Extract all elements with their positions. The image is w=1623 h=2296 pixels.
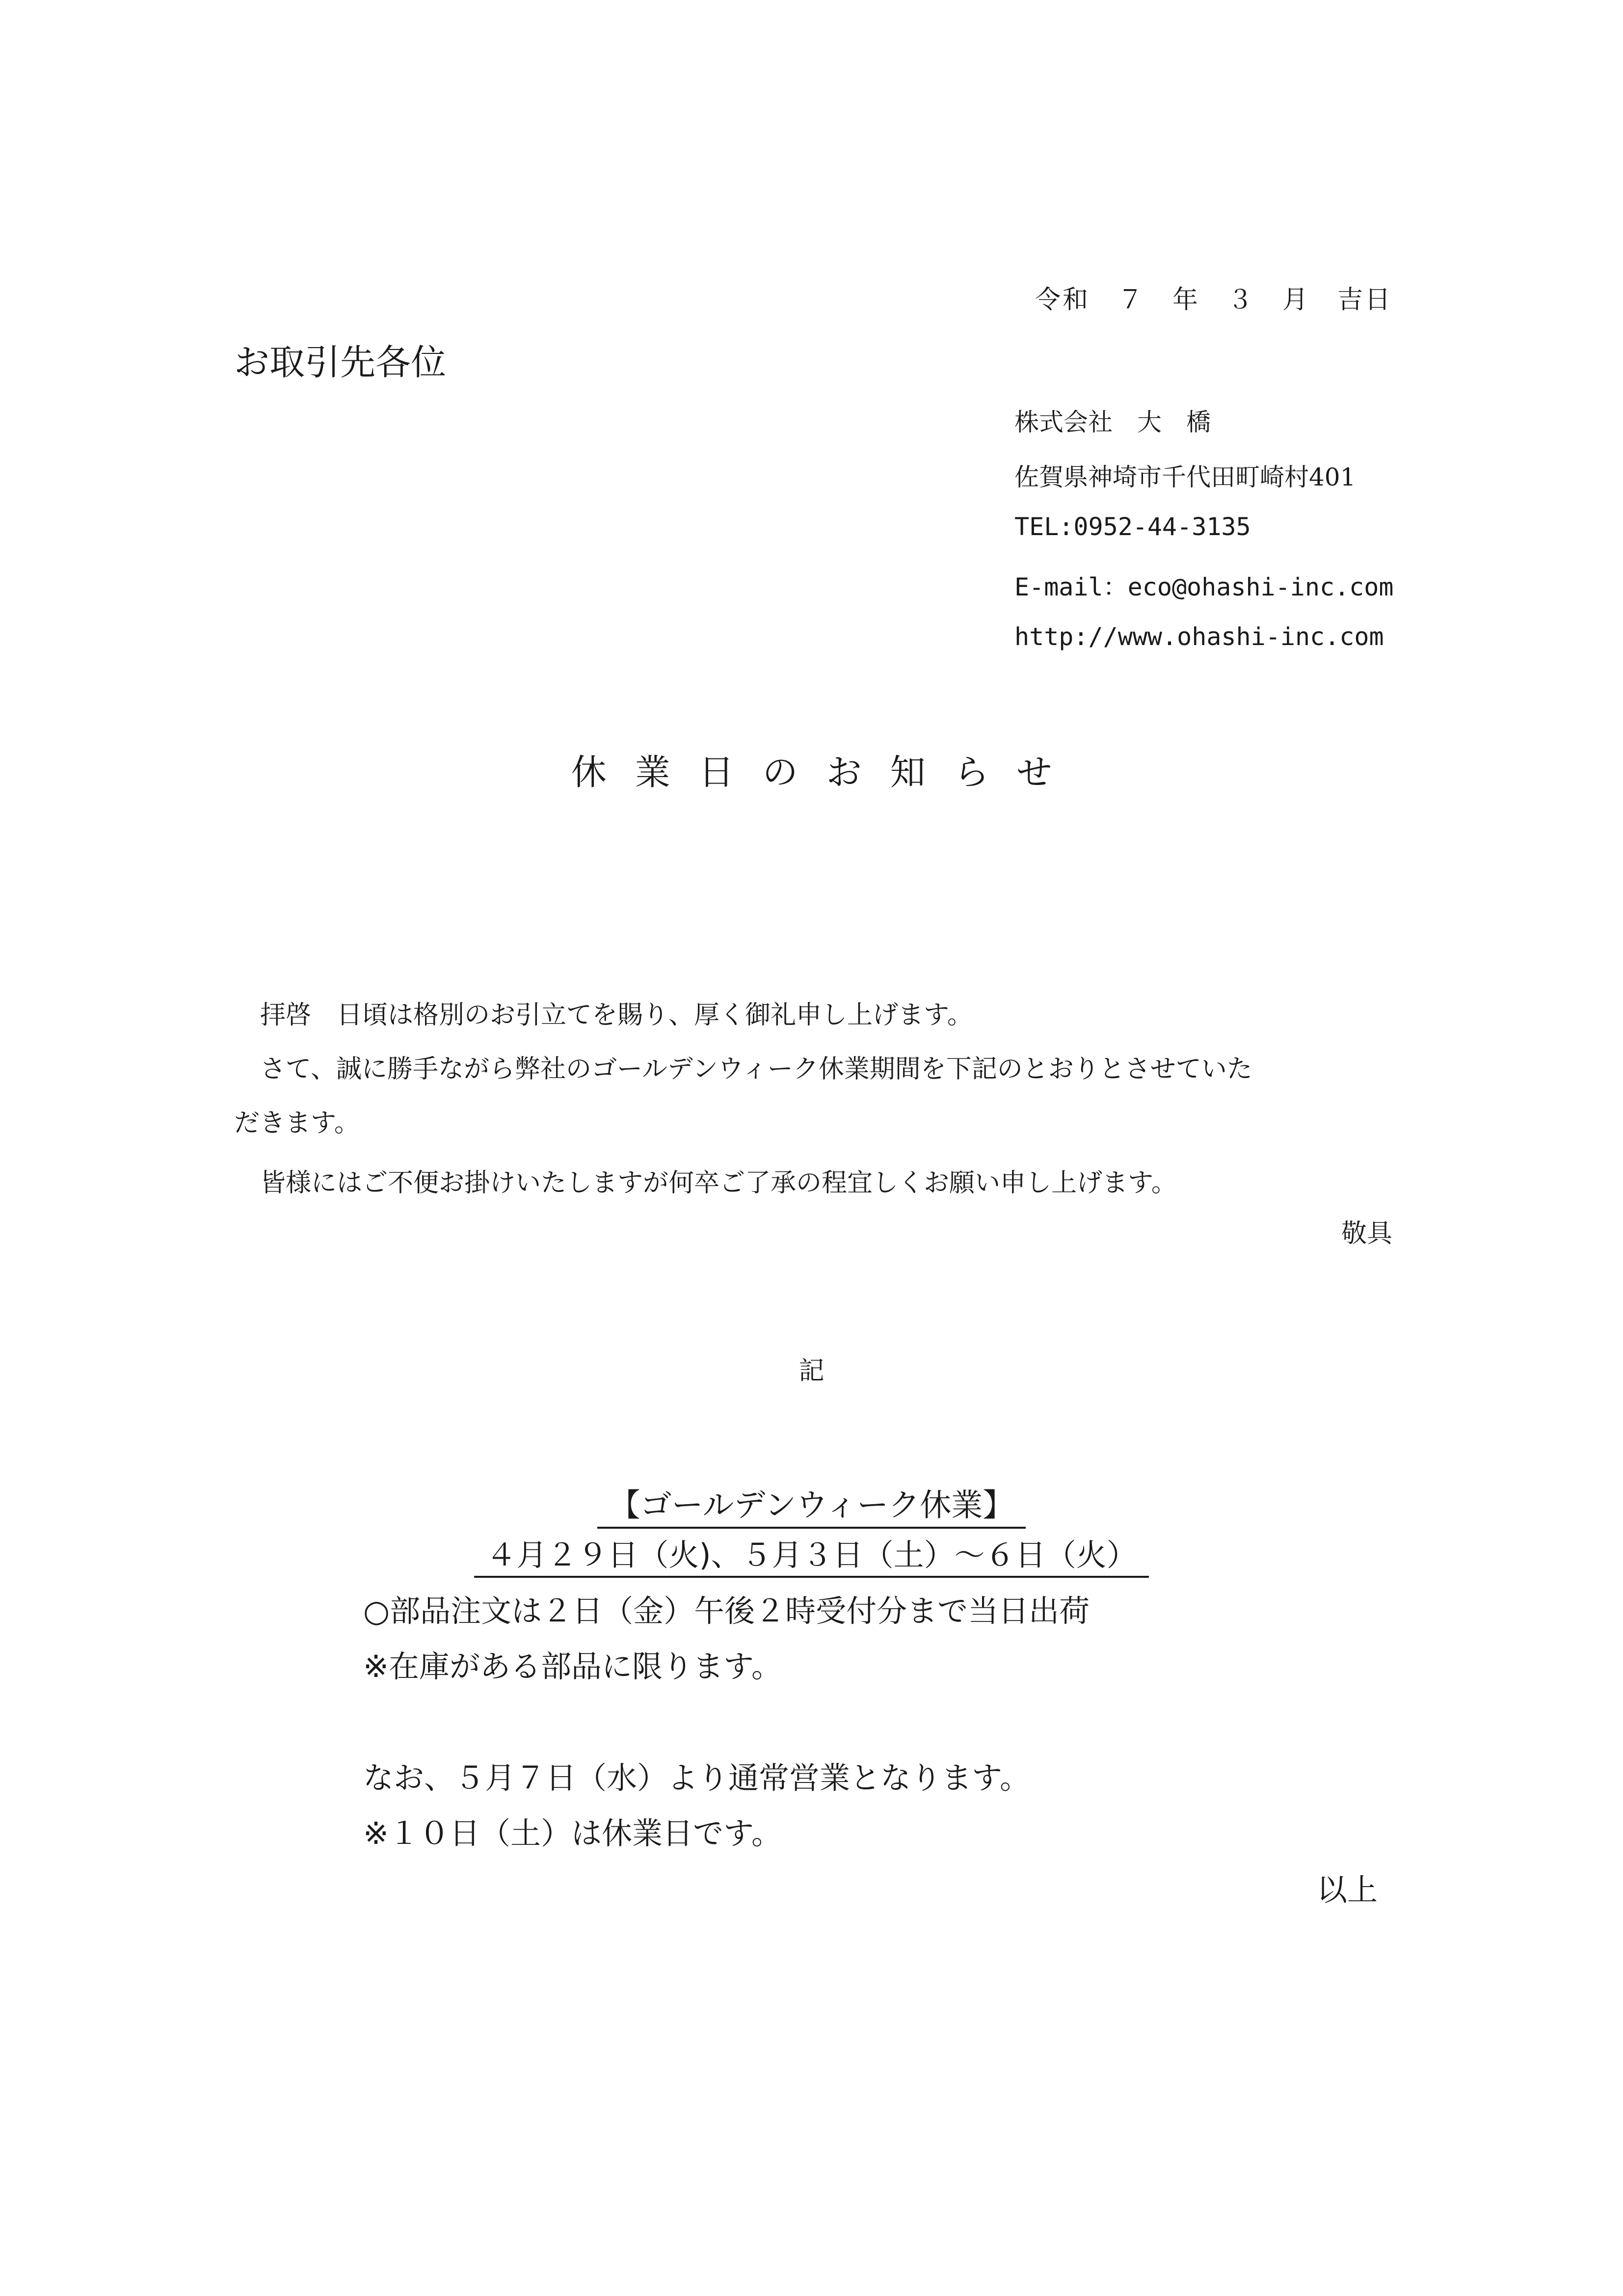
sender-email: E-mail：eco@ohashi-inc.com: [1014, 573, 1394, 601]
sender-url: http://www.ohashi-inc.com: [1014, 622, 1384, 651]
sender-tel: TEL:0952-44-3135: [1014, 513, 1251, 541]
sender-company: 株式会社 大 橋: [1014, 408, 1211, 436]
body-line-notice: さて、誠に勝手ながら弊社のゴールデンウィーク休業期間を下記のとおりとさせていた: [260, 1054, 1252, 1084]
note-resume: なお、５月７日（水）より通常営業となります。: [363, 1760, 1031, 1796]
note-same-day-shipping: ○部品注文は２日（金）午後２時受付分まで当日出荷: [363, 1593, 1090, 1629]
body-line-greeting: 拝啓 日頃は格別のお引立てを賜り、厚く御礼申し上げます。: [260, 1000, 973, 1030]
ki-mark: 記: [798, 1356, 825, 1386]
sender-address: 佐賀県神埼市千代田町崎村401: [1014, 463, 1356, 491]
recipient: お取引先各位: [234, 342, 447, 383]
holiday-heading-text: 【ゴールデンウィーク休業】: [597, 1487, 1026, 1529]
closing-keigu: 敬具: [1341, 1219, 1392, 1248]
document-title: 休業日のお知らせ: [571, 752, 1081, 793]
holiday-dates-text: ４月２９日（火)、５月３日（土）～６日（火）: [474, 1537, 1148, 1578]
holiday-dates: [0, 1531, 1623, 1574]
body-line-notice-cont: だきます。: [234, 1108, 360, 1138]
closing-ijou: 以上: [1316, 1872, 1378, 1908]
issue-date: 令和 ７ 年 ３ 月 吉日: [1035, 285, 1392, 315]
holiday-heading: [0, 1480, 1623, 1525]
note-stock-only: ※在庫がある部品に限ります。: [363, 1648, 782, 1684]
body-line-apology: 皆様にはご不便お掛けいたしますが何卒ご了承の程宜しくお願い申し上げます。: [260, 1168, 1177, 1198]
note-closed-day: ※１０日（土）は休業日です。: [363, 1815, 782, 1851]
